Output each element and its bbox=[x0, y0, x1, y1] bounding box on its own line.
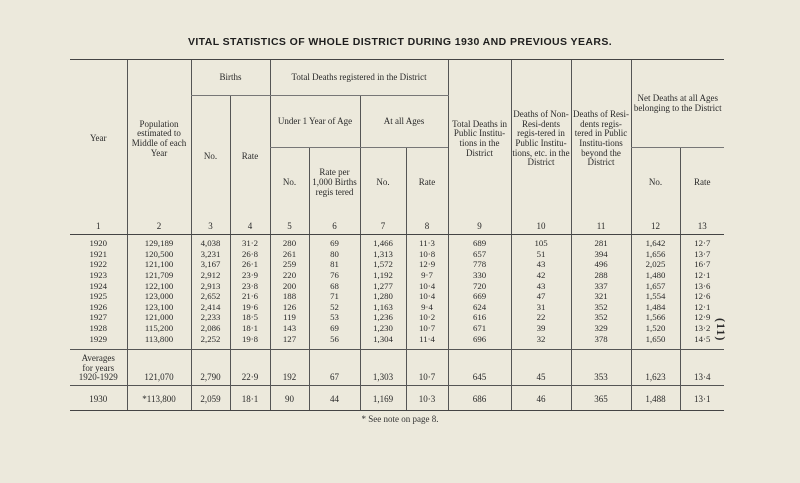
table-cell: 56 bbox=[309, 334, 360, 345]
header-under-one-no: No. bbox=[270, 148, 309, 219]
table-cell: 624 bbox=[448, 302, 511, 313]
table-cell: 52 bbox=[309, 302, 360, 313]
table-cell: 120,500 bbox=[127, 249, 191, 260]
table-cell: 23·8 bbox=[230, 281, 270, 292]
table-row bbox=[70, 271, 724, 282]
table-cell: 10·7 bbox=[406, 323, 448, 334]
avg-under-one-no: 192 bbox=[270, 349, 309, 386]
table-cell: 121,000 bbox=[127, 313, 191, 324]
table-cell: 39 bbox=[511, 323, 571, 334]
table-cell: 329 bbox=[571, 323, 631, 334]
table-row bbox=[70, 334, 724, 345]
table-cell: 657 bbox=[448, 249, 511, 260]
table-cell: 1926 bbox=[89, 302, 108, 312]
table-cell: 80 bbox=[309, 249, 360, 260]
table-cell: 1923 bbox=[89, 270, 108, 281]
table-cell: 115,200 bbox=[127, 323, 191, 334]
table-cell: 352 bbox=[571, 313, 631, 324]
table-cell: 2,059 bbox=[191, 390, 230, 411]
table-cell: 121,100 bbox=[127, 260, 191, 271]
table-cell: 12·7 bbox=[680, 239, 724, 250]
table-cell: 669 bbox=[448, 292, 511, 303]
table-cell: 26·8 bbox=[230, 249, 270, 260]
avg-births-rate: 22·9 bbox=[230, 349, 270, 386]
table-cell: 53 bbox=[309, 313, 360, 324]
table-cell: 18·1 bbox=[230, 390, 270, 411]
table-cell: 4,038 bbox=[191, 239, 230, 250]
header-under-one-rate: Rate per 1,000 Births regis tered bbox=[309, 148, 360, 219]
avg-all-ages-rate: 10·7 bbox=[406, 349, 448, 386]
table-cell: 127 bbox=[270, 334, 309, 345]
table-cell: 43 bbox=[511, 281, 571, 292]
table-cell: 42 bbox=[511, 271, 571, 282]
avg-births-no: 2,790 bbox=[191, 349, 230, 386]
table-row bbox=[70, 323, 724, 334]
table-cell: 43 bbox=[511, 260, 571, 271]
table-cell: 19·8 bbox=[230, 334, 270, 345]
table-cell: 12·6 bbox=[680, 292, 724, 303]
table-cell: 188 bbox=[270, 292, 309, 303]
table-cell: 696 bbox=[448, 334, 511, 345]
table-cell: 2,414 bbox=[191, 302, 230, 313]
avg-all-ages-no: 1,303 bbox=[360, 349, 406, 386]
table-cell: 1,657 bbox=[631, 281, 680, 292]
column-number: 9 bbox=[448, 218, 511, 234]
table-cell: 1,313 bbox=[360, 249, 406, 260]
table-cell: 321 bbox=[571, 292, 631, 303]
column-number: 13 bbox=[680, 218, 724, 234]
table-cell: 13·1 bbox=[680, 390, 724, 411]
table-cell: 46 bbox=[511, 390, 571, 411]
table-cell: 288 bbox=[571, 271, 631, 282]
table-cell: 10·8 bbox=[406, 249, 448, 260]
header-public-institutions: Total Deaths in Public Institu-tions in the District bbox=[448, 60, 511, 219]
table-cell: 352 bbox=[571, 302, 631, 313]
table-cell: 720 bbox=[448, 281, 511, 292]
table-cell: 18·1 bbox=[230, 323, 270, 334]
table-cell: 1920 bbox=[89, 238, 108, 249]
table-cell: 1,566 bbox=[631, 313, 680, 324]
avg-residents-beyond: 353 bbox=[571, 349, 631, 386]
table-cell: 9·4 bbox=[406, 302, 448, 313]
table-cell: 1,484 bbox=[631, 302, 680, 313]
table-cell: 14·5 bbox=[680, 334, 724, 345]
header-net-rate: Rate bbox=[680, 148, 724, 219]
table-cell: 31 bbox=[511, 302, 571, 313]
column-number: 4 bbox=[230, 218, 270, 234]
column-number: 12 bbox=[631, 218, 680, 234]
table-cell: 2,652 bbox=[191, 292, 230, 303]
table-cell: 2,233 bbox=[191, 313, 230, 324]
table-cell: 686 bbox=[448, 390, 511, 411]
footnote: * See note on page 8. bbox=[361, 414, 439, 424]
table-cell: 1,554 bbox=[631, 292, 680, 303]
table-cell: 68 bbox=[309, 281, 360, 292]
header-net-deaths: Net Deaths at all Ages belonging to the District bbox=[631, 60, 724, 148]
column-number: 2 bbox=[127, 218, 191, 234]
table-cell: 1,520 bbox=[631, 323, 680, 334]
table-cell: 44 bbox=[309, 390, 360, 411]
table-cell: 11·4 bbox=[406, 334, 448, 345]
column-number: 11 bbox=[571, 218, 631, 234]
avg-population: 121,070 bbox=[127, 349, 191, 386]
table-cell: 3,231 bbox=[191, 249, 230, 260]
table-cell: 1,277 bbox=[360, 281, 406, 292]
averages-label: Averages for years 1920-1929 bbox=[70, 349, 127, 386]
table-header bbox=[70, 60, 724, 235]
table-cell: 105 bbox=[511, 239, 571, 250]
table-cell: 1921 bbox=[89, 249, 108, 259]
column-number: 6 bbox=[309, 218, 360, 234]
avg-non-residents: 45 bbox=[511, 349, 571, 386]
table-cell: 200 bbox=[270, 281, 309, 292]
table-cell: 1927 bbox=[89, 312, 108, 323]
column-number: 5 bbox=[270, 218, 309, 234]
table-cell: 69 bbox=[309, 239, 360, 250]
table-cell: 51 bbox=[511, 249, 571, 260]
table-cell: 12·9 bbox=[680, 313, 724, 324]
header-births-no: No. bbox=[191, 96, 230, 219]
header-population: Population estimated to Middle of each Year bbox=[127, 60, 191, 219]
page-number-marker: (11) bbox=[714, 318, 728, 342]
header-all-ages-rate: Rate bbox=[406, 148, 448, 219]
header-all-ages: At all Ages bbox=[360, 96, 448, 148]
table-cell: 365 bbox=[571, 390, 631, 411]
table-cell: 2,086 bbox=[191, 323, 230, 334]
table-cell: 12·9 bbox=[406, 260, 448, 271]
header-residents-beyond: Deaths of Resi-dents regis-tered in Public Institu-tions beyond the District bbox=[571, 60, 631, 219]
table-cell: 18·5 bbox=[230, 313, 270, 324]
table-cell: 123,000 bbox=[127, 292, 191, 303]
table-cell: 123,100 bbox=[127, 302, 191, 313]
table-cell: 2,025 bbox=[631, 260, 680, 271]
table-body bbox=[70, 234, 724, 344]
table-cell: 23·9 bbox=[230, 271, 270, 282]
table-cell: 1930 bbox=[70, 390, 127, 411]
table-cell: 1,192 bbox=[360, 271, 406, 282]
table-row bbox=[70, 239, 724, 250]
table-cell: 47 bbox=[511, 292, 571, 303]
averages-row bbox=[70, 349, 724, 386]
header-net-no: No. bbox=[631, 148, 680, 219]
table-cell: 143 bbox=[270, 323, 309, 334]
table-cell: 71 bbox=[309, 292, 360, 303]
page-title: VITAL STATISTICS OF WHOLE DISTRICT DURING 1930 AND PREVIOUS YEARS. bbox=[187, 36, 613, 48]
table-cell: 330 bbox=[448, 271, 511, 282]
table-cell: 1,163 bbox=[360, 302, 406, 313]
table-cell: *113,800 bbox=[127, 390, 191, 411]
table-cell: 10·3 bbox=[406, 390, 448, 411]
table-cell: 1,169 bbox=[360, 390, 406, 411]
column-number: 7 bbox=[360, 218, 406, 234]
table-cell: 259 bbox=[270, 260, 309, 271]
table-cell: 122,100 bbox=[127, 281, 191, 292]
column-number: 8 bbox=[406, 218, 448, 234]
table-cell: 616 bbox=[448, 313, 511, 324]
table-cell: 10·4 bbox=[406, 281, 448, 292]
table-row bbox=[70, 302, 724, 313]
table-cell: 1,230 bbox=[360, 323, 406, 334]
table-cell: 9·7 bbox=[406, 271, 448, 282]
table-cell: 16·7 bbox=[680, 260, 724, 271]
table-row bbox=[70, 249, 724, 260]
table-cell: 121,709 bbox=[127, 271, 191, 282]
avg-public-institutions: 645 bbox=[448, 349, 511, 386]
header-all-ages-no: No. bbox=[360, 148, 406, 219]
table-cell: 3,167 bbox=[191, 260, 230, 271]
table-cell: 1925 bbox=[89, 291, 108, 302]
header-total-deaths: Total Deaths registered in the District bbox=[270, 60, 448, 96]
table-cell: 2,913 bbox=[191, 281, 230, 292]
table-cell: 689 bbox=[448, 239, 511, 250]
table-cell: 21·6 bbox=[230, 292, 270, 303]
table-cell: 778 bbox=[448, 260, 511, 271]
table-cell: 1929 bbox=[89, 334, 108, 344]
table-cell: 90 bbox=[270, 390, 309, 411]
table-cell: 1,650 bbox=[631, 334, 680, 345]
table-cell: 10·2 bbox=[406, 313, 448, 324]
table-cell: 337 bbox=[571, 281, 631, 292]
column-number: 10 bbox=[511, 218, 571, 234]
table-cell: 261 bbox=[270, 249, 309, 260]
avg-net-rate: 13·4 bbox=[680, 349, 724, 386]
table-cell: 1,466 bbox=[360, 239, 406, 250]
table-cell: 81 bbox=[309, 260, 360, 271]
table-cell: 394 bbox=[571, 249, 631, 260]
table-cell: 1924 bbox=[89, 281, 108, 291]
table-cell: 1,642 bbox=[631, 239, 680, 250]
table-row bbox=[70, 281, 724, 292]
header-under-one: Under 1 Year of Age bbox=[270, 96, 360, 148]
column-number: 3 bbox=[191, 218, 230, 234]
table-cell: 496 bbox=[571, 260, 631, 271]
table-cell: 22 bbox=[511, 313, 571, 324]
table-cell: 11·3 bbox=[406, 239, 448, 250]
column-number-row bbox=[70, 218, 724, 234]
table-cell: 1,236 bbox=[360, 313, 406, 324]
avg-under-one-rate: 67 bbox=[309, 349, 360, 386]
table-cell: 10·4 bbox=[406, 292, 448, 303]
table-row bbox=[70, 313, 724, 324]
table-row bbox=[70, 292, 724, 303]
table-cell: 69 bbox=[309, 323, 360, 334]
table-cell: 378 bbox=[571, 334, 631, 345]
header-year: Year bbox=[70, 60, 127, 219]
table-cell: 76 bbox=[309, 271, 360, 282]
table-cell: 671 bbox=[448, 323, 511, 334]
table-cell: 1,280 bbox=[360, 292, 406, 303]
table-cell: 280 bbox=[270, 239, 309, 250]
table-cell: 1,572 bbox=[360, 260, 406, 271]
table-cell: 1,488 bbox=[631, 390, 680, 411]
table-cell: 1928 bbox=[89, 323, 108, 334]
table-cell: 12·1 bbox=[680, 302, 724, 313]
table-cell: 31·2 bbox=[230, 239, 270, 250]
column-number: 1 bbox=[70, 218, 127, 234]
year-1930-row bbox=[70, 390, 724, 411]
header-births: Births bbox=[191, 60, 270, 96]
table-cell: 126 bbox=[270, 302, 309, 313]
table-cell: 13·6 bbox=[680, 281, 724, 292]
table-cell: 13·2 bbox=[680, 323, 724, 334]
table-cell: 1,304 bbox=[360, 334, 406, 345]
header-non-residents: Deaths of Non-Resi-dents regis-tered in Public Institu-tions, etc. in the District bbox=[511, 60, 571, 219]
table-cell: 119 bbox=[270, 313, 309, 324]
table-cell: 13·7 bbox=[680, 249, 724, 260]
table-cell: 19·6 bbox=[230, 302, 270, 313]
table-cell: 1,480 bbox=[631, 271, 680, 282]
table-cell: 1922 bbox=[89, 259, 108, 270]
table-cell: 2,912 bbox=[191, 271, 230, 282]
table-cell: 113,800 bbox=[127, 334, 191, 345]
header-births-rate: Rate bbox=[230, 96, 270, 219]
table-cell: 32 bbox=[511, 334, 571, 345]
table-cell: 12·1 bbox=[680, 271, 724, 282]
table-cell: 1,656 bbox=[631, 249, 680, 260]
table-cell: 2,252 bbox=[191, 334, 230, 345]
table-cell: 129,189 bbox=[127, 239, 191, 250]
table-row bbox=[70, 260, 724, 271]
avg-net-no: 1,623 bbox=[631, 349, 680, 386]
table-cell: 26·1 bbox=[230, 260, 270, 271]
table-cell: 281 bbox=[571, 239, 631, 250]
table-cell: 220 bbox=[270, 271, 309, 282]
vital-statistics-table bbox=[70, 59, 724, 411]
